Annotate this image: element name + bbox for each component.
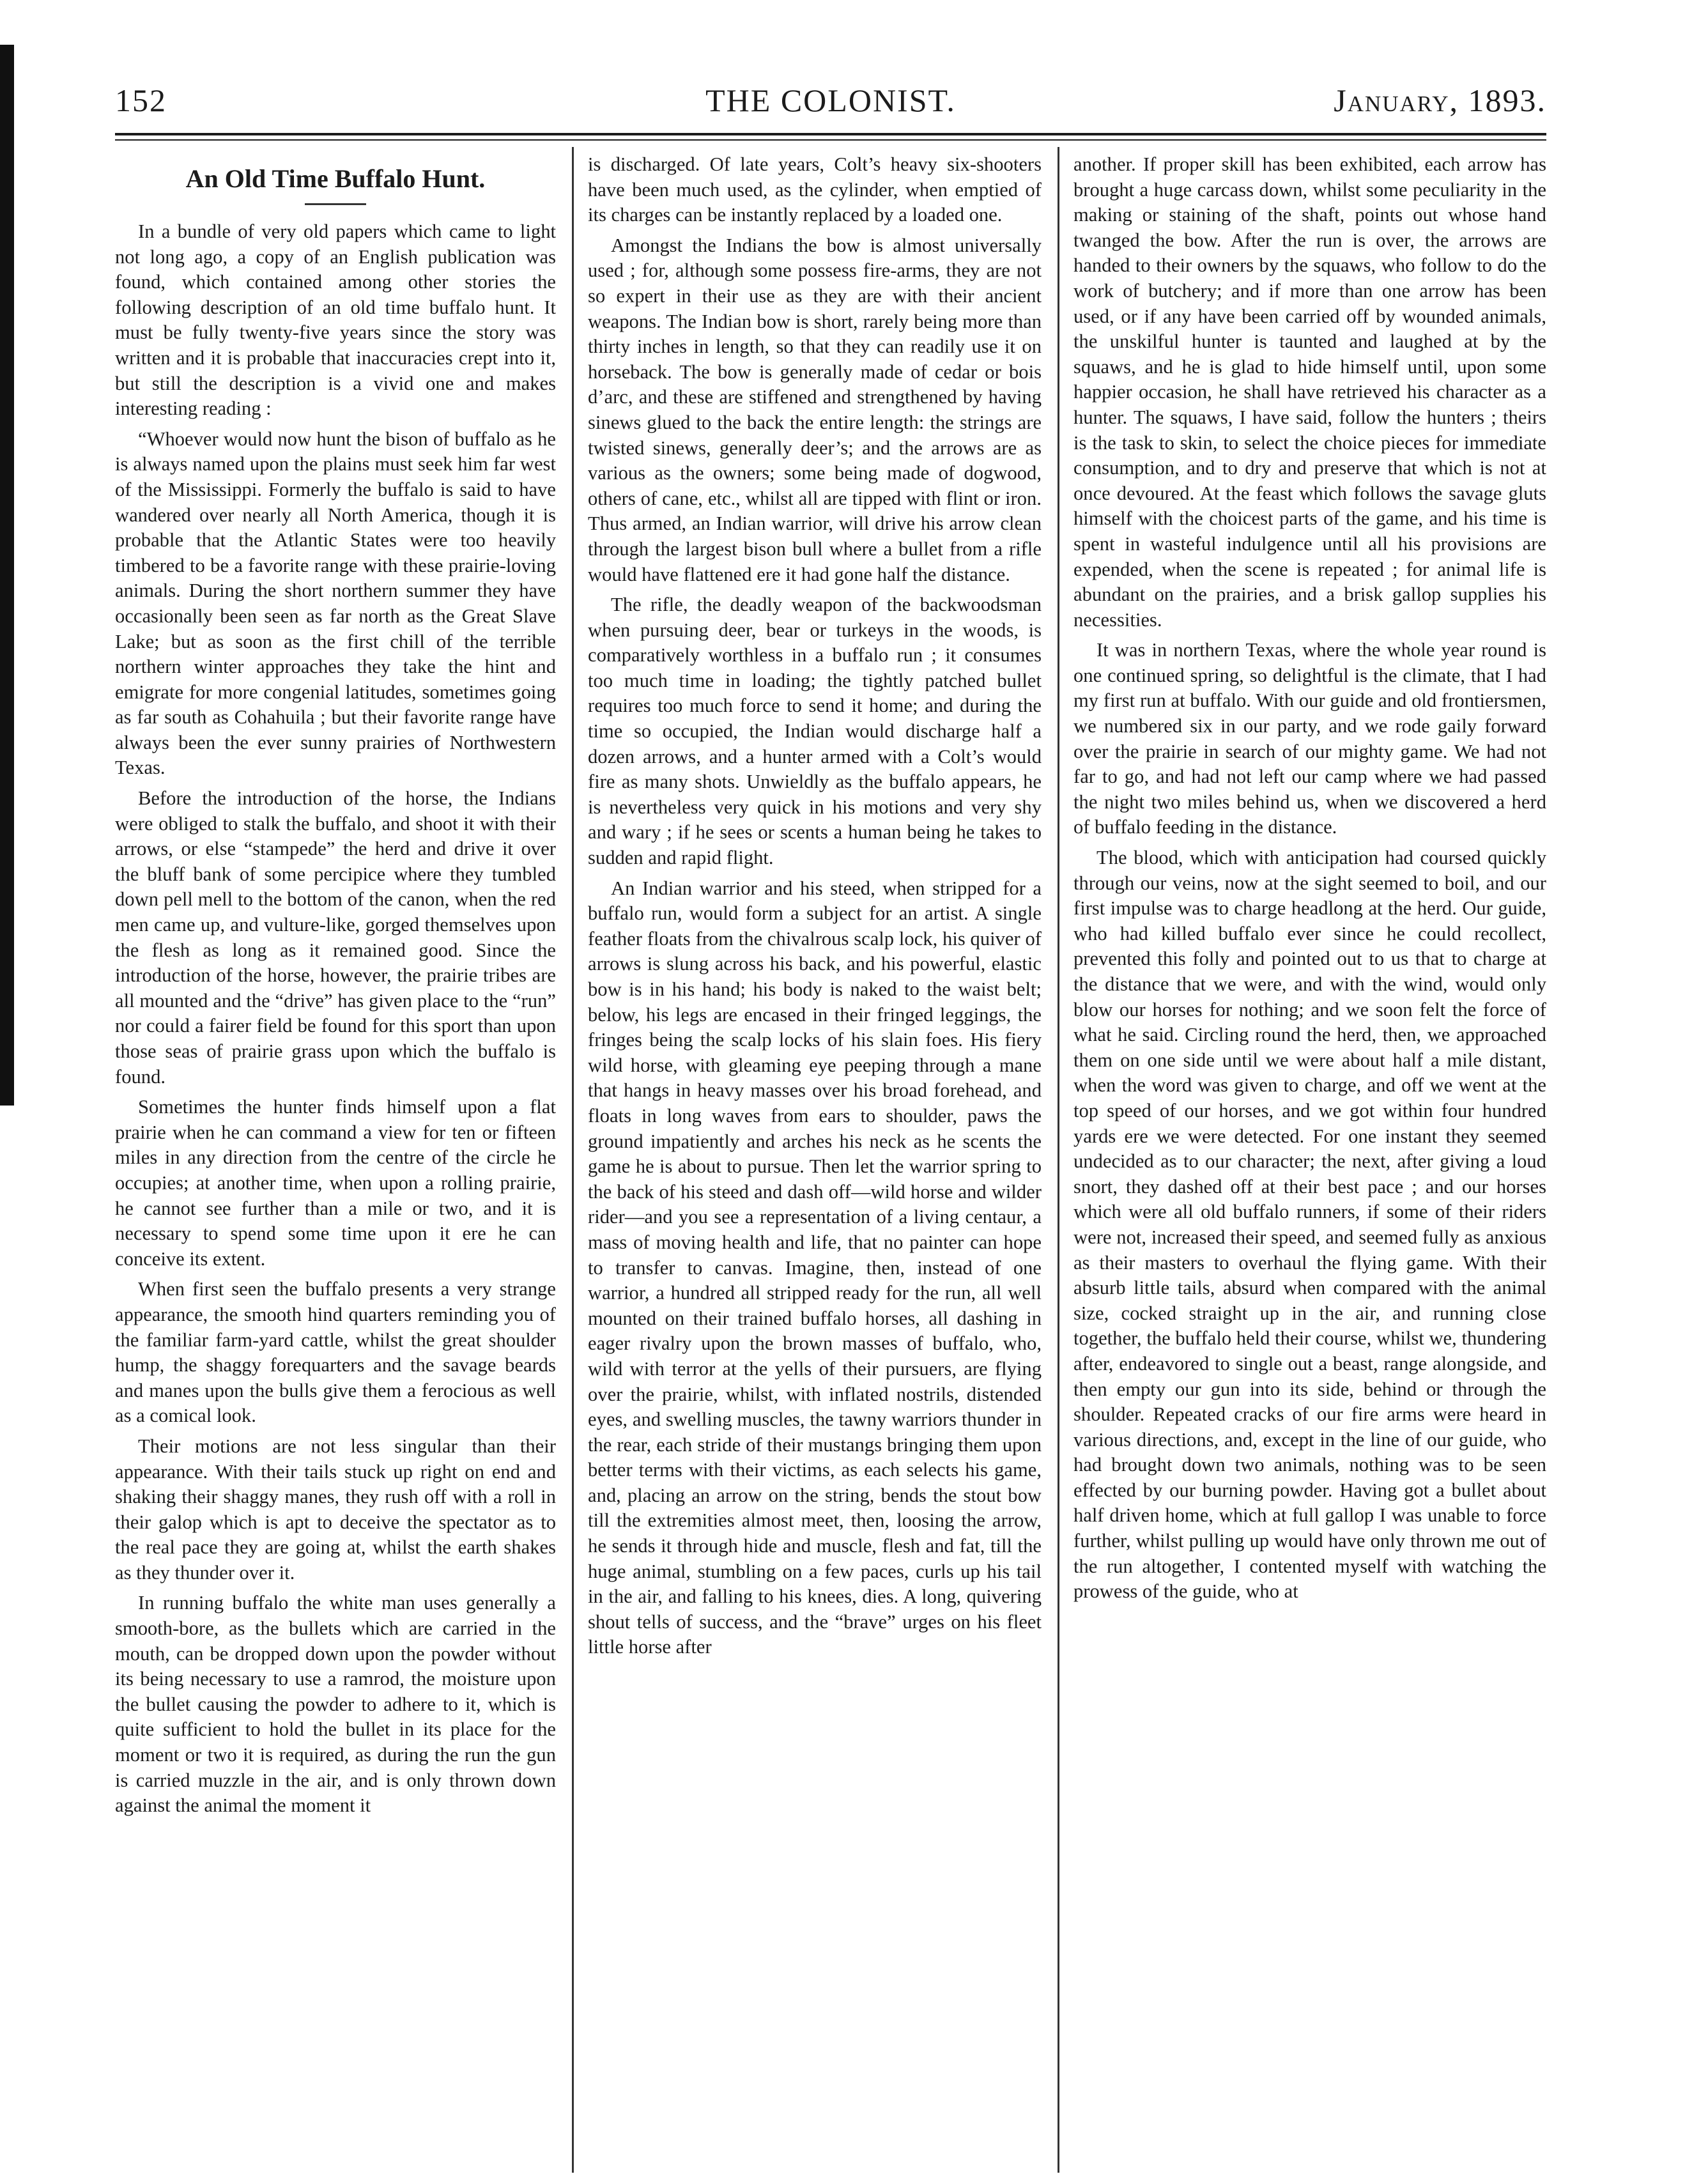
binding-edge (0, 45, 14, 1106)
page-number: 152 (115, 82, 167, 118)
paragraph: In a bundle of very old papers which came to light not long ago, a copy of an English publication was found, which contained among other stories the following description of an old time buffalo hunt. It must be fully twenty-five years since the story was written and it is probable that inaccuracies crept into it, but still the description is a vivid one and makes interesting reading : (115, 220, 556, 420)
issue-date: January, 1893. (1334, 82, 1546, 118)
paragraph: When first seen the buffalo presents a very strange appearance, the smooth hind quarters reminding you of the familiar farm-yard cattle, whilst the great shoulder hump, the shaggy forequarters and the savage beards and manes upon the bulls give them a ferocious as well as a comical look. (115, 1278, 556, 1427)
paragraph: It was in northern Texas, where the whole year round is one continued spring, so delightful is the climate, that I had my first run at buffalo. With our guide and old frontiersmen, we numbered six in our party, and we rode gaily forward over the prairie in search of our mighty game. We had not far to go, and had not left our camp where we had passed the night two miles behind us, when we discovered a herd of buffalo feeding in the distance. (1073, 639, 1546, 838)
paragraph: Amongst the Indians the bow is almost universally used ; for, although some possess fire-arms, they are not so expert in their use as they are with their ancient weapons. The Indian bow is short, rarely being more than thirty inches in length, so that they can readily use it on horseback. The bow is generally made of cedar or bois d’arc, and these are stiffened and strengthened by having sinews glued to the back the entire length: the strings are twisted sinews, generally deer’s; and the arrows are as various as the owners; some being made of dogwood, others of cane, etc., whilst all are tipped with flint or iron. Thus armed, an Indian warrior, will drive his arrow clean through the largest bison bull where a bullet from a rifle would have flattened ere it had gone half the distance. (588, 234, 1042, 585)
paragraph: The rifle, the deadly weapon of the backwoodsman when pursuing deer, bear or turkeys in the woods, is comparatively worthless in a buffalo run ; it consumes too much time in loading; the tightly patched bullet requires too much force to send it home; and during the time so occupied, the Indian would discharge half a dozen arrows, and a hunter armed with a Colt’s would fire as many shots. Unwieldly as the buffalo appears, he is nevertheless very quick in his motions and very shy and wary ; if he sees or scents a human being he takes to sudden and rapid flight. (588, 594, 1042, 869)
paragraph: Their motions are not less singular than their appearance. With their tails stuck up right on end and shaking their shaggy manes, they rush off with a roll in their galop which is apt to deceive the spectator as to the real pace they are going at, whilst the earth shakes as they thunder over it. (115, 1435, 556, 1584)
paragraph: Before the introduction of the horse, the Indians were obliged to stalk the buffalo, and shoot it with their arrows, or else “stampede” the herd and drive it over the bluff bank of some percipice where they tumbled down pell mell to the bottom of the canon, when the red men came up, and vulture-like, gorged themselves upon the flesh as long as it remained good. Since the introduction of the horse, however, the prairie tribes are all mounted and the “drive” has given place to the “run” nor could a fairer field be found for this sport than upon those seas of prairie grass upon which the buffalo is found. (115, 787, 556, 1088)
paragraph: Sometimes the hunter finds himself upon a flat prairie when he can command a view for ten or fifteen miles in any direction from the centre of the circle he occupies; at another time, when upon a rolling prairie, he cannot see further than a mile or two, and it is necessary to spend some time upon it ere he can conceive its extent. (115, 1096, 556, 1270)
header-rule-thick (115, 133, 1546, 135)
paragraph: In running buffalo the white man uses generally a smooth-bore, as the bullets which are carried in the mouth, can be dropped down upon the powder without its being necessary to use a ramrod, the moisture upon the bullet causing the powder to adhere to it, which is quite sufficient to hold the bullet in its place for the moment or two it is required, as during the run the gun is carried muzzle in the air, and is only thrown down against the animal the moment it (115, 1592, 556, 1817)
column-divider (572, 147, 574, 2173)
column-3 (1073, 152, 1546, 1610)
column-1 (115, 152, 556, 1824)
article-title: An Old Time Buffalo Hunt. (185, 164, 486, 193)
publication-title: THE COLONIST. (705, 82, 956, 118)
paragraph: “Whoever would now hunt the bison of buffalo as he is always named upon the plains must seek him far west of the Mississippi. Formerly the buffalo is said to have wandered over nearly all North America, though it is probable that the Atlantic States were too heavily timbered to be a favorite range with these prairie-loving animals. During the short northern summer they have occasionally been seen as far north as the Great Slave Lake; but as soon as the first chill of the terrible northern winter approaches they take the hint and emigrate for more congenial latitudes, sometimes going as far south as Cohahuila ; but their favorite range have always been the ever sunny prairies of Northwestern Texas. (115, 428, 556, 779)
column-2 (588, 152, 1042, 1665)
title-rule (305, 203, 366, 205)
page-header (115, 82, 1546, 133)
header-rule-thin (115, 139, 1546, 141)
paragraph: another. If proper skill has been exhibited, each arrow has brought a huge carcass down, whilst some peculiarity in the making or staining of the shaft, points out whose hand twanged the bow. After the run is over, the arrows are handed to their owners by the squaws, who follow to do the work of butchery; and if more than one arrow has been used, or if any have been carried off by wounded animals, the unskilful hunter is taunted and laughed at by the squaws, and he is glad to hide himself until, upon some happier occasion, he shall have retrieved his character as a hunter. The squaws, I have said, follow the hunters ; theirs is the task to skin, to select the choice pieces for immediate consumption, and to dry and preserve that which is not at once devoured. At the feast which follows the savage gluts himself with the choicest parts of the game, and his time is spent in wasteful indulgence until all his provisions are expended, when the scene is repeated ; for animal life is abundant on the prairies, and a brisk gallop supplies his necessities. (1073, 153, 1546, 631)
column-divider (1058, 147, 1059, 2173)
paragraph: is discharged. Of late years, Colt’s heavy six-shooters have been much used, as the cylinder, when emptied of its charges can be instantly replaced by a loaded one. (588, 153, 1042, 226)
paragraph: An Indian warrior and his steed, when stripped for a buffalo run, would form a subject for an artist. A single feather floats from the chivalrous scalp lock, his quiver of arrows is slung across his back, and his powerful, elastic bow is in his hand; his body is naked to the waist belt; below, his legs are encased in their fringed leggings, the fringes being the scalp locks of his slain foes. His fiery wild horse, with gleaming eye peeping through a mane that hangs in heavy masses over his broad forehead, and floats in long waves from ears to shoulder, paws the ground impatiently and arches his neck as he scents the game he is about to pursue. Then let the warrior spring to the back of his steed and dash off—wild horse and wilder rider—and you see a representation of a living centaur, a mass of moving health and life, that no painter can hope to transfer to canvas. Imagine, then, instead of one warrior, a hundred all stripped ready for the run, all well mounted on their trained buffalo horses, all dashing in eager rivalry upon the brown masses of buffalo, who, wild with terror at the yells of their pursuers, are flying over the prairie, whilst, with inflated nostrils, distended eyes, and swelling muscles, the tawny warriors thunder in the rear, each stride of their mustangs bringing them upon better terms with their victims, as each selects his game, and, placing an arrow on the string, bends the stout bow till the extremities almost meet, then, loosing the arrow, he sends it through hide and muscle, flesh and fat, till the huge animal, stumbling on a few paces, curls up his tail in the air, and falling to his knees, dies. A long, quivering shout tells of success, and the “brave” urges on his fleet little horse after (588, 877, 1042, 1658)
paragraph: The blood, which with anticipation had coursed quickly through our veins, now at the sight seemed to boil, and our first impulse was to charge headlong at the herd. Our guide, who had killed buffalo ever since he could recollect, prevented this folly and pointed out to us that to charge at the distance that we were, and with the wind, would only blow our horses for nothing; and we soon felt the force of what he said. Circling round the herd, then, we approached them on one side until we were about half a mile distant, when the word was given to charge, and off we went at the top speed of our horses, and we got within four hundred yards ere we were detected. For one instant they seemed undecided as to our character; the next, after giving a loud snort, they dashed off at their best pace ; and our horses which were all old buffalo runners, if some of their riders were not, increased their speed, and seemed fully as anxious as their masters to overhaul the flying game. With their absurb little tails, absurd when compared with the animal size, cocked straight up in the air, and running close together, the buffalo held their course, whilst we, thundering after, endeavored to single out a beast, range alongside, and then empty our gun into its side, behind or through the shoulder. Repeated cracks of our fire arms were heard in various directions, and, except in the line of our guide, who had brought down two animals, nothing was to be seen effected by our burning powder. Having got a bullet about half driven home, which at full gallop I was unable to force further, whilst pulling up would have only thrown me out of the run altogether, I contented myself with watching the prowess of the guide, who at (1073, 847, 1546, 1603)
